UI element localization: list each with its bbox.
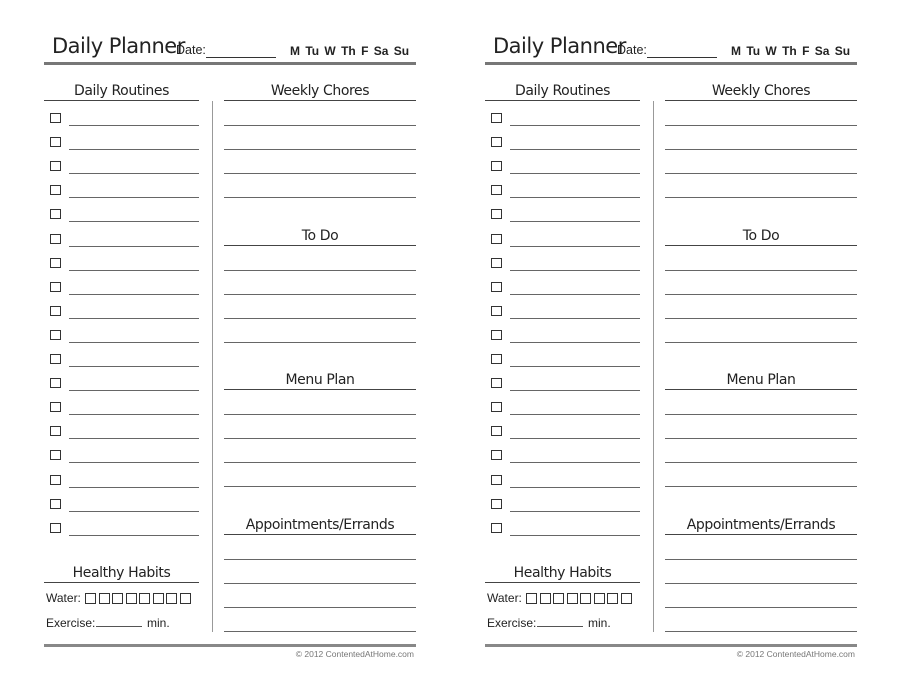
- date-field[interactable]: [206, 57, 276, 58]
- weekly-chore-line[interactable]: [665, 149, 857, 150]
- routine-checkbox[interactable]: [491, 234, 502, 244]
- water-glass-checkbox[interactable]: [553, 593, 564, 604]
- appointment-line[interactable]: [665, 631, 857, 632]
- todo-heading: To Do: [665, 228, 857, 246]
- routine-checkbox[interactable]: [50, 426, 61, 436]
- routine-line[interactable]: [69, 318, 199, 319]
- menu-plan-line[interactable]: [665, 414, 857, 415]
- routine-checkbox[interactable]: [491, 523, 502, 533]
- menu-plan-line[interactable]: [224, 414, 416, 415]
- routine-checkbox[interactable]: [50, 113, 61, 123]
- routine-checkbox[interactable]: [50, 499, 61, 509]
- date-label: Date:: [617, 43, 647, 57]
- menu-plan-heading: Menu Plan: [665, 372, 857, 390]
- weekly-chore-line[interactable]: [665, 125, 857, 126]
- menu-plan-line[interactable]: [224, 438, 416, 439]
- appointment-line[interactable]: [665, 607, 857, 608]
- copyright: © 2012 ContentedAtHome.com: [295, 649, 414, 659]
- water-glass-checkbox[interactable]: [526, 593, 537, 604]
- routine-line[interactable]: [69, 246, 199, 247]
- weekly-chore-line[interactable]: [665, 197, 857, 198]
- todo-line[interactable]: [665, 342, 857, 343]
- appointment-line[interactable]: [665, 559, 857, 560]
- water-glass-checkbox[interactable]: [180, 593, 191, 604]
- weekly-chores-heading: Weekly Chores: [224, 83, 416, 101]
- routine-line[interactable]: [69, 221, 199, 222]
- water-glass-checkbox[interactable]: [567, 593, 578, 604]
- routine-line[interactable]: [510, 294, 640, 295]
- healthy-habits-heading: Healthy Habits: [44, 565, 199, 583]
- menu-plan-line[interactable]: [665, 462, 857, 463]
- appointments-heading: Appointments/Errands: [224, 517, 416, 535]
- weekly-chore-line[interactable]: [224, 173, 416, 174]
- daily-routines-heading: Daily Routines: [44, 83, 199, 101]
- routine-checkbox[interactable]: [491, 161, 502, 171]
- routine-checkbox[interactable]: [50, 354, 61, 364]
- water-glass-checkbox[interactable]: [594, 593, 605, 604]
- routine-checkbox[interactable]: [50, 306, 61, 316]
- routine-line[interactable]: [69, 342, 199, 343]
- exercise-unit: min.: [588, 616, 611, 630]
- routine-line[interactable]: [510, 173, 640, 174]
- routine-checkbox[interactable]: [50, 161, 61, 171]
- routine-checkbox[interactable]: [50, 378, 61, 388]
- weekly-chore-line[interactable]: [224, 149, 416, 150]
- routine-checkbox[interactable]: [50, 475, 61, 485]
- routine-line[interactable]: [510, 462, 640, 463]
- routine-checkbox[interactable]: [491, 378, 502, 388]
- healthy-habits-heading: Healthy Habits: [485, 565, 640, 583]
- routine-checkbox[interactable]: [491, 306, 502, 316]
- routine-line[interactable]: [510, 270, 640, 271]
- planner-page-left: [44, 0, 416, 695]
- routine-line[interactable]: [69, 487, 199, 488]
- routine-checkbox[interactable]: [50, 402, 61, 412]
- water-glass-checkbox[interactable]: [540, 593, 551, 604]
- water-glass-checkbox[interactable]: [139, 593, 150, 604]
- routine-line[interactable]: [69, 149, 199, 150]
- menu-plan-line[interactable]: [224, 462, 416, 463]
- todo-line[interactable]: [224, 294, 416, 295]
- water-glass-checkbox[interactable]: [607, 593, 618, 604]
- routine-checkbox[interactable]: [50, 185, 61, 195]
- routine-line[interactable]: [510, 149, 640, 150]
- routine-line[interactable]: [510, 318, 640, 319]
- routine-line[interactable]: [69, 197, 199, 198]
- routine-checkbox[interactable]: [491, 282, 502, 292]
- routine-checkbox[interactable]: [491, 137, 502, 147]
- column-divider: [653, 101, 654, 632]
- routine-checkbox[interactable]: [50, 330, 61, 340]
- routine-line[interactable]: [510, 487, 640, 488]
- appointments-heading: Appointments/Errands: [665, 517, 857, 535]
- weekly-chore-line[interactable]: [665, 173, 857, 174]
- routine-line[interactable]: [510, 511, 640, 512]
- routine-line[interactable]: [510, 414, 640, 415]
- exercise-unit: min.: [147, 616, 170, 630]
- routine-checkbox[interactable]: [491, 475, 502, 485]
- column-divider: [212, 101, 213, 632]
- planner-page-right: [485, 0, 857, 695]
- menu-plan-heading: Menu Plan: [224, 372, 416, 390]
- routine-line[interactable]: [69, 294, 199, 295]
- menu-plan-line[interactable]: [665, 438, 857, 439]
- water-glass-checkbox[interactable]: [166, 593, 177, 604]
- weekday-selector[interactable]: M Tu W Th F Sa Su: [290, 44, 410, 58]
- todo-line[interactable]: [224, 318, 416, 319]
- appointment-line[interactable]: [665, 583, 857, 584]
- date-field[interactable]: [647, 57, 717, 58]
- water-label: Water:: [487, 591, 522, 605]
- routine-checkbox[interactable]: [491, 402, 502, 412]
- routine-checkbox[interactable]: [50, 137, 61, 147]
- water-glass-checkbox[interactable]: [153, 593, 164, 604]
- todo-line[interactable]: [665, 294, 857, 295]
- routine-line[interactable]: [69, 173, 199, 174]
- routine-checkbox[interactable]: [50, 523, 61, 533]
- routine-checkbox[interactable]: [50, 234, 61, 244]
- routine-line[interactable]: [69, 125, 199, 126]
- routine-checkbox[interactable]: [50, 209, 61, 219]
- routine-checkbox[interactable]: [491, 450, 502, 460]
- water-glass-checkbox[interactable]: [621, 593, 632, 604]
- appointment-line[interactable]: [224, 631, 416, 632]
- routine-checkbox[interactable]: [491, 209, 502, 219]
- weekly-chores-heading: Weekly Chores: [665, 83, 857, 101]
- water-glass-checkbox[interactable]: [126, 593, 137, 604]
- routine-line[interactable]: [69, 462, 199, 463]
- routine-line[interactable]: [69, 366, 199, 367]
- routine-line[interactable]: [69, 438, 199, 439]
- weekday-selector[interactable]: M Tu W Th F Sa Su: [731, 44, 851, 58]
- routine-line[interactable]: [510, 366, 640, 367]
- appointment-line[interactable]: [224, 607, 416, 608]
- routine-line[interactable]: [510, 535, 640, 536]
- menu-plan-line[interactable]: [665, 486, 857, 487]
- menu-plan-line[interactable]: [224, 486, 416, 487]
- routine-checkbox[interactable]: [50, 450, 61, 460]
- planner-title: Daily Planner: [52, 34, 185, 58]
- routine-line[interactable]: [69, 390, 199, 391]
- routine-checkbox[interactable]: [50, 282, 61, 292]
- copyright: © 2012 ContentedAtHome.com: [736, 649, 855, 659]
- routine-checkbox[interactable]: [491, 258, 502, 268]
- routine-checkbox[interactable]: [491, 426, 502, 436]
- routine-line[interactable]: [510, 438, 640, 439]
- routine-checkbox[interactable]: [491, 330, 502, 340]
- weekly-chore-line[interactable]: [224, 125, 416, 126]
- routine-line[interactable]: [69, 535, 199, 536]
- footer-rule: [485, 644, 857, 647]
- routine-checkbox[interactable]: [491, 354, 502, 364]
- water-glass-checkbox[interactable]: [580, 593, 591, 604]
- routine-line[interactable]: [510, 246, 640, 247]
- water-label: Water:: [46, 591, 81, 605]
- routine-line[interactable]: [510, 125, 640, 126]
- water-glass-checkbox[interactable]: [99, 593, 110, 604]
- todo-line[interactable]: [665, 318, 857, 319]
- water-glass-checkbox[interactable]: [85, 593, 96, 604]
- routine-line[interactable]: [69, 270, 199, 271]
- routine-checkbox[interactable]: [491, 113, 502, 123]
- exercise-minutes-field[interactable]: [537, 626, 583, 627]
- todo-heading: To Do: [224, 228, 416, 246]
- exercise-label: Exercise:: [46, 616, 96, 630]
- routine-checkbox[interactable]: [50, 258, 61, 268]
- routine-line[interactable]: [510, 221, 640, 222]
- routine-line[interactable]: [69, 511, 199, 512]
- routine-checkbox[interactable]: [491, 499, 502, 509]
- routine-line[interactable]: [510, 197, 640, 198]
- daily-routines-heading: Daily Routines: [485, 83, 640, 101]
- date-label: Date:: [176, 43, 206, 57]
- todo-line[interactable]: [224, 342, 416, 343]
- routine-line[interactable]: [510, 390, 640, 391]
- weekly-chore-line[interactable]: [224, 197, 416, 198]
- routine-checkbox[interactable]: [491, 185, 502, 195]
- planner-title: Daily Planner: [493, 34, 626, 58]
- exercise-label: Exercise:: [487, 616, 537, 630]
- appointment-line[interactable]: [224, 559, 416, 560]
- todo-line[interactable]: [665, 270, 857, 271]
- exercise-minutes-field[interactable]: [96, 626, 142, 627]
- todo-line[interactable]: [224, 270, 416, 271]
- header-rule: [44, 62, 416, 65]
- appointment-line[interactable]: [224, 583, 416, 584]
- header-rule: [485, 62, 857, 65]
- water-glass-checkbox[interactable]: [112, 593, 123, 604]
- routine-line[interactable]: [510, 342, 640, 343]
- routine-line[interactable]: [69, 414, 199, 415]
- footer-rule: [44, 644, 416, 647]
